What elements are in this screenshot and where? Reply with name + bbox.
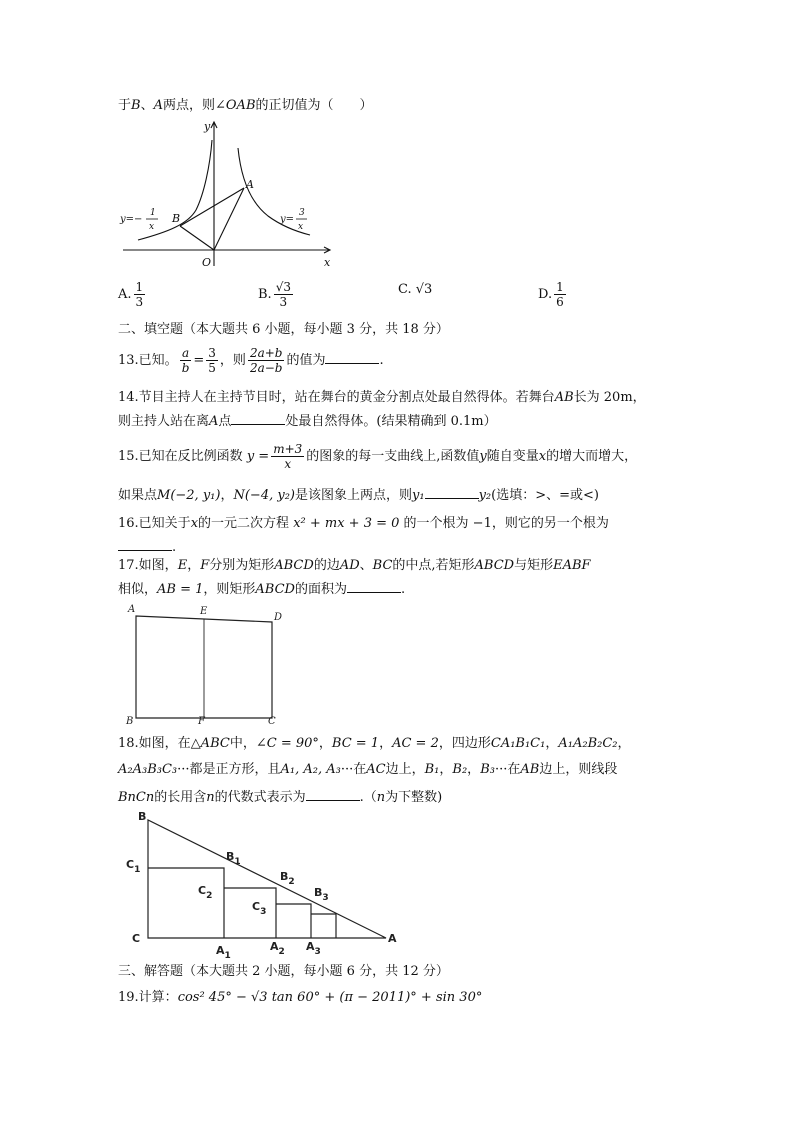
label-b: B [138,810,147,823]
point-a-label-fig: A [246,178,254,191]
label-a: A [388,932,397,945]
point-a-label: A [153,98,163,113]
q18-answer-blank[interactable] [306,786,360,801]
q17-line2: 相似，AB = 1，则矩形ABCD的面积为 . [118,578,405,600]
option-a[interactable]: A. $\frac{1}{3}$ [118,280,144,309]
left-curve-label: y=− [120,214,143,225]
label-a2: $A_2$ [270,940,285,957]
q19-expression: cos² 45° − √3 tan 60° + (π − 2011)° + sin 30° [177,990,483,1005]
label-b2: $B_2$ [280,870,295,887]
q18-line3: BnCn的长用含n的代数式表示为 .（n为下整数) [118,786,442,808]
label-b3: $B_3$ [314,886,329,903]
rect-label-b: B [126,716,134,726]
triangle-abc [148,820,386,938]
x-axis-label: x [324,256,331,269]
angle-oab: ∠OAB [215,98,256,113]
origin-label: O [202,256,212,269]
left-curve-num: 1 [150,208,156,218]
label-a1: $A_1$ [216,944,231,960]
rect-label-c: C [268,716,276,726]
q15-line2: 如果点M(−2, y₁)，N(−4, y₂)是该图象上两点，则y₁ y₂(选填：>、=或<) [118,484,599,506]
q13: 13.已知。 $\frac{a}{b}$ = $\frac{3}{5}$ ，则 $\frac{2a+b}{2a-b}$ 的值为 . [118,346,384,375]
label-c1: $C_1$ [126,858,141,875]
q17-figure [122,602,290,726]
right-curve-den: x [298,222,304,232]
right-curve-num: 3 [299,208,305,218]
q18-line1: 18.如图，在△ABC中，∠C = 90°，BC = 1，AC = 2，四边形CA₁B₁C₁，A₁A₂B₂C₂， [118,736,631,751]
q12-figure [118,116,338,272]
label-a3: $A_3$ [306,940,321,957]
q19: 19.计算：cos² 45° − √3 tan 60° + (π − 2011)° + sin 30° [118,990,483,1005]
label-c2: $C_2$ [198,884,213,901]
q18-line2: A₂A₃B₃C₃···都是正方形，且A₁, A₂, A₃···在AC边上，B₁，B₂，B₃···在AB边上，则线段 [118,762,618,777]
label-c3: $C_3$ [252,900,267,917]
rect-label-f: F [198,716,205,726]
q15-answer-blank[interactable] [425,484,479,499]
label-b1: $B_1$ [226,850,241,867]
q14-line2: 则主持人站在离A点 处最自然得体。(结果精确到 0.1m） [118,410,497,432]
point-b-label-fig: B [172,212,181,225]
square-3 [276,904,311,938]
section-3-title: 三、解答题（本大题共 2 小题，每小题 6 分，共 12 分） [118,964,449,979]
left-curve-den: x [149,222,155,232]
q16-line2: . [118,536,176,558]
rect-label-e: E [200,606,208,617]
q16-answer-blank[interactable] [118,536,172,551]
rect-label-d: D [274,612,283,623]
square-2 [224,888,276,938]
q15-line1: 15.已知在反比例函数 y = $\frac{m+3}{x}$ 的图象的每一支曲线上,函数值y随自变量x的增大而增大， [118,442,638,471]
section-2-title: 二、填空题（本大题共 6 小题，每小题 3 分，共 18 分） [118,322,449,337]
q16-line1: 16.已知关于x的一元二次方程 x² + mx + 3 = 0 的一个根为 −1，则它的另一个根为 [118,516,609,531]
square-1 [148,868,224,938]
q14-answer-blank[interactable] [231,410,285,425]
y-axis-label: y [204,120,211,133]
option-d[interactable]: D. $\frac{1}{6}$ [538,280,564,309]
q17-answer-blank[interactable] [347,578,401,593]
option-c[interactable]: C. √3 [398,282,433,297]
q12-stem: 于B、A两点，则∠OAB的正切值为（ ） [118,98,373,113]
q18-figure [118,808,408,960]
option-b[interactable]: B. $\frac{√3}{3}$ [258,280,291,309]
q14-line1: 14.节目主持人在主持节目时，站在舞台的黄金分割点处最自然得体。若舞台AB长为 20m， [118,390,646,405]
q13-answer-blank[interactable] [325,349,379,364]
q17-line1: 17.如图，E，F分别为矩形ABCD的边AD、BC的中点,若矩形ABCD与矩形EABF [118,558,591,573]
rect-label-a: A [128,604,136,615]
right-curve-label: y= [280,214,295,225]
point-b-label: B [131,98,141,113]
square-4 [311,914,336,938]
label-c: C [132,932,141,945]
segment-ob [180,226,214,250]
